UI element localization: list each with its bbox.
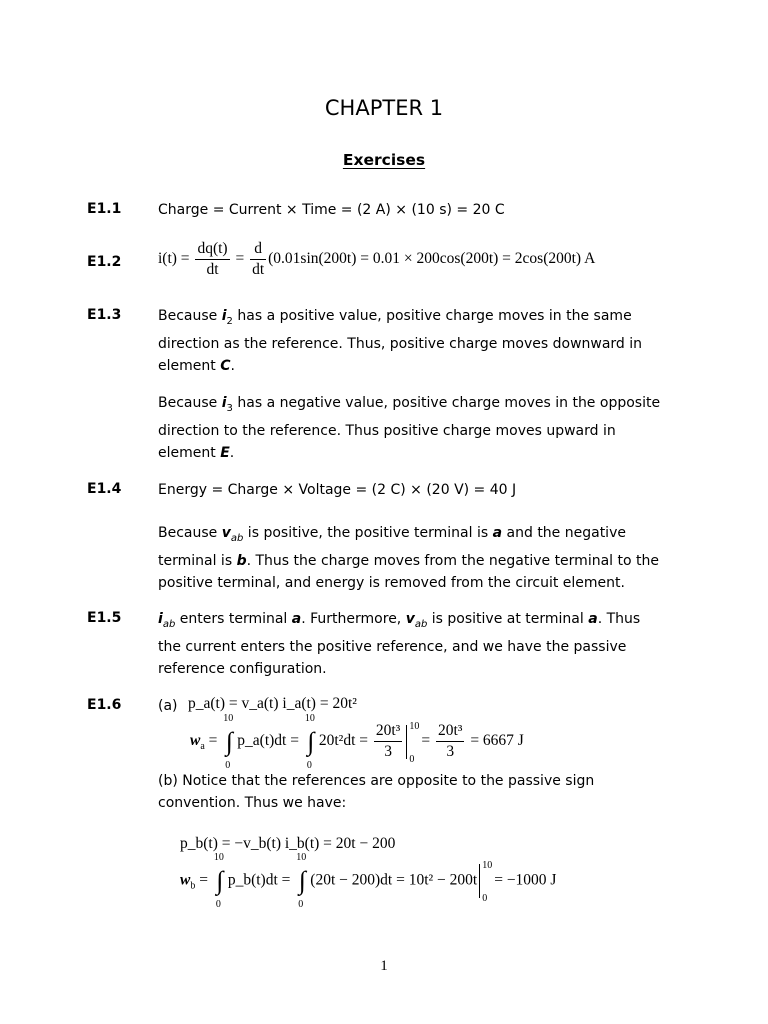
text-run: is positive, the positive terminal is	[243, 525, 493, 541]
fraction-dq-dt	[195, 240, 229, 279]
integrand: 20t²dt =	[318, 732, 368, 750]
paragraph-line: reference configuration.	[158, 660, 327, 677]
exercise-paragraph-e1-4b	[158, 522, 659, 594]
paragraph-line	[158, 522, 659, 550]
fraction-numerator: 20t³	[374, 722, 402, 742]
subscript: ab	[414, 618, 428, 630]
integral-upper-limit: 10	[223, 712, 234, 724]
exercise-text-e1-4: Energy = Charge × Voltage = (2 C) × (20 V) = 40 J	[158, 482, 517, 498]
subscript: ab	[162, 618, 176, 630]
page-number: 1	[380, 958, 388, 974]
variable: a	[291, 611, 302, 627]
paragraph-line	[158, 550, 659, 572]
integral-sign	[221, 712, 237, 771]
exercise-label-e1-4: E1.4	[87, 481, 122, 497]
text-run: has a negative value, positive charge moves in the opposite	[232, 395, 661, 411]
integral-upper-limit: 10	[304, 712, 315, 724]
integral-lower-limit: 0	[306, 759, 312, 771]
variable: C	[220, 357, 231, 374]
paragraph-line	[158, 355, 642, 377]
variable: i	[221, 308, 227, 324]
text-run: has a positive value, positive charge moves in the same	[232, 308, 632, 324]
variable: v	[221, 525, 231, 541]
fraction-numerator: d	[250, 240, 266, 260]
variable: a	[492, 525, 503, 541]
text-run: Because	[158, 525, 222, 541]
text-run: . Thus the charge moves from the negative terminal to the	[246, 552, 659, 569]
chapter-title: CHAPTER 1	[324, 96, 444, 120]
equation-pb: p_b(t) = −v_b(t) i_b(t) = 20t − 200	[180, 835, 396, 852]
fraction	[436, 722, 464, 761]
fraction-denominator: dt	[252, 261, 265, 278]
variable: i	[158, 611, 163, 627]
paragraph-line	[158, 442, 660, 464]
eval-lower-limit: 0	[482, 893, 488, 904]
equation-pa: p_a(t) = v_a(t) i_a(t) = 20t²	[188, 695, 357, 712]
exercise-label-e1-1: E1.1	[87, 201, 122, 217]
subscript: 3	[226, 402, 233, 414]
integral-sign	[212, 852, 228, 910]
exercise-label-e1-2: E1.2	[87, 254, 122, 270]
text-run: .	[229, 444, 235, 461]
text-run: .	[230, 357, 235, 374]
variable: a	[588, 611, 598, 627]
evaluation-bar	[406, 720, 421, 765]
variable: E	[220, 444, 230, 461]
paragraph-line	[158, 392, 660, 420]
paragraph-line	[158, 608, 640, 636]
text-run: terminal is	[158, 552, 237, 569]
paragraph-line: the current enters the positive reference, and we have the passive	[158, 638, 627, 655]
section-heading	[0, 151, 768, 169]
eval-upper-limit: 10	[409, 720, 420, 732]
fraction-denominator: 3	[446, 743, 455, 760]
subscript: 2	[226, 315, 233, 327]
exercise-label-e1-6: E1.6	[87, 697, 122, 713]
exercise-paragraph-e1-5	[158, 608, 640, 680]
eval-lower-limit: 0	[409, 753, 415, 765]
exercise-label-e1-5: E1.5	[87, 610, 122, 626]
text-run: . Furthermore,	[301, 611, 406, 627]
subscript: ab	[230, 532, 244, 544]
result: = −1000 J	[494, 871, 557, 889]
paragraph-line: (b) Notice that the references are opposite to the passive sign	[158, 773, 595, 789]
paragraph-line: direction to the reference. Thus positive charge moves upward in	[158, 422, 616, 439]
equation-wa: $w_a$ = 10 ∫ 0 p_a(t)dt = 10 ∫ 0 20t²dt = $\frac{\text{20t³}}{3}$ 10 0 = $\frac{\text{20t³}}{3}$ = 6667 J	[190, 712, 524, 771]
part-a-label: (a)	[158, 698, 178, 714]
eq-equals: =	[235, 250, 245, 268]
section-heading-text: Exercises	[342, 151, 426, 169]
integral-upper-limit: 10	[213, 852, 224, 863]
integrand: (20t − 200)dt = 10t² − 200t	[310, 871, 478, 889]
subscript: a	[200, 741, 205, 753]
integral-sign	[294, 852, 310, 910]
exercise-paragraph-e1-3b	[158, 392, 660, 464]
part-b-paragraph	[158, 770, 594, 814]
variable: w	[180, 871, 191, 889]
paragraph-line: convention. Thus we have:	[158, 795, 347, 811]
fraction-denominator: dt	[206, 261, 219, 278]
fraction-denominator: 3	[384, 743, 392, 760]
exercise-label-e1-3: E1.3	[87, 307, 122, 323]
result: = 6667 J	[470, 732, 524, 750]
integral-sign	[303, 712, 319, 771]
integral-symbol: ∫	[225, 726, 233, 756]
text-run: . Thus	[597, 611, 641, 627]
paragraph-line: positive terminal, and energy is removed from the circuit element.	[158, 574, 625, 591]
fraction-d-dt	[250, 240, 266, 279]
equation-e1-2	[158, 240, 595, 279]
text-run: Because	[158, 395, 222, 411]
eq-rest: (0.01sin(200t) = 0.01 × 200cos(200t) = 2cos(200t) A	[268, 250, 596, 268]
integral-lower-limit: 0	[298, 899, 304, 910]
paragraph-line	[158, 305, 642, 333]
integrand: p_b(t)dt =	[227, 871, 291, 889]
exercise-text-e1-1: Charge = Current × Time = (2 A) × (10 s) = 20 C	[158, 202, 505, 218]
equation-wb: $w_b$ = 10 ∫ 0 p_b(t)dt = 10 ∫ 0 (20t − 200)dt = 10t² − 200t 10 0 = −1000 J	[180, 852, 557, 910]
integral-lower-limit: 0	[225, 759, 231, 771]
variable: v	[405, 611, 415, 627]
eval-upper-limit: 10	[482, 860, 493, 871]
text-run: element	[158, 357, 221, 374]
variable: w	[190, 732, 201, 750]
text-run: element	[158, 444, 221, 461]
variable: i	[221, 395, 227, 411]
integral-lower-limit: 0	[215, 899, 221, 910]
integrand: p_a(t)dt =	[237, 732, 299, 750]
subscript: b	[190, 880, 196, 892]
integral-upper-limit: 10	[296, 852, 307, 863]
text-run: and the negative	[502, 525, 626, 541]
text-run: Because	[158, 308, 222, 324]
evaluation-bar	[479, 860, 494, 904]
eq-lhs: i(t) =	[158, 250, 190, 268]
fraction	[374, 722, 402, 761]
paragraph-line: direction as the reference. Thus, positive charge moves downward in	[158, 335, 643, 352]
integral-symbol: ∫	[307, 726, 315, 756]
text-run: enters terminal	[175, 611, 292, 627]
integral-symbol: ∫	[298, 866, 306, 895]
integral-symbol: ∫	[216, 866, 224, 895]
variable: b	[236, 552, 247, 569]
text-run: is positive at terminal	[427, 611, 589, 627]
fraction-numerator: dq(t)	[195, 240, 229, 260]
exercise-paragraph-e1-3a	[158, 305, 642, 377]
fraction-numerator: 20t³	[436, 722, 464, 742]
